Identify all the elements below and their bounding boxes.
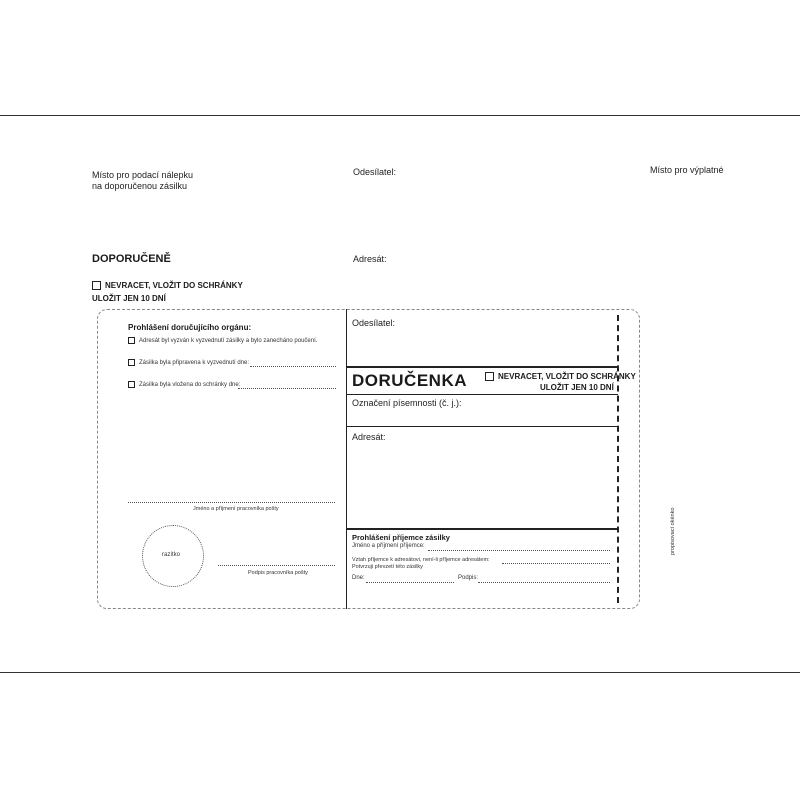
envelope-sender-label: Odesílatel: [353,167,397,177]
registered-title: DOPORUČENĚ [92,253,171,265]
date-label: Dne: [352,575,365,581]
bottom-rule [0,672,800,673]
receipt-title-top-bar [346,366,618,368]
recipient-name-line[interactable] [428,550,610,551]
side-note: propisovací okénko [670,507,676,555]
document-ref-label: Označení písemnosti (č. j.): [352,398,462,408]
registered-no-return-option [92,281,243,291]
signature-label: Podpis: [458,575,479,581]
no-return-checkbox[interactable] [92,281,101,290]
declaration-item-3-line[interactable] [238,388,336,389]
receipt-addressee-label: Adresát: [352,432,386,442]
declaration-item-2-text: Zásilka byla připravena k vyzvednutí dne: [139,360,250,367]
receipt-store-10-days: ULOŽIT JEN 10 DNÍ [540,383,614,392]
relation-line[interactable] [502,563,610,564]
declaration-item-1-text: Adresát byl vyzván k vyzvednutí zásilky a bylo zanecháno poučení. [139,338,318,345]
recipient-declaration-title: Prohlášení příjemce zásilky [352,533,450,542]
recipient-name-label: Jméno a příjmení příjemce: [352,543,425,549]
receipt-no-return-option [485,372,636,382]
postage-place-label: Místo pro výplatné [650,165,724,175]
declaration-checkbox-2[interactable] [128,359,135,366]
envelope-addressee-label: Adresát: [353,254,387,264]
signature-line[interactable] [478,582,610,583]
declaration-item-2-line[interactable] [250,366,336,367]
top-rule [0,115,800,116]
declaration-item-1 [128,337,317,346]
worker-signature-caption: Podpis pracovníka pošty [248,570,308,576]
sticker-place-line1: Místo pro podací nálepku [92,170,194,180]
stamp-label: razítko [162,552,181,558]
confirm-label: Potvrzuji převzetí této zásilky [352,564,423,570]
date-line[interactable] [366,582,454,583]
receipt-title-bottom-bar [346,394,618,395]
worker-name-line[interactable] [128,502,335,503]
receipt-no-return-checkbox[interactable] [485,372,494,381]
declaration-checkbox-1[interactable] [128,337,135,344]
declaration-item-3 [128,381,240,390]
declaration-title: Prohlášení doručujícího orgánu: [128,323,252,332]
receipt-sender-label: Odesílatel: [352,318,396,328]
worker-signature-line[interactable] [218,565,335,566]
relation-label: Vztah příjemce k adresátovi, není-li příjemce adresátem: [352,557,490,563]
declaration-item-3-text: Zásilka byla vložena do schránky dne: [139,382,241,389]
sticker-place-line2: na doporučenou zásilku [92,181,188,192]
declaration-checkbox-3[interactable] [128,381,135,388]
no-return-text: NEVRACET, VLOŽIT DO SCHRÁNKY [105,281,243,290]
recipient-section-bar [346,528,618,530]
registered-store-10-days: ULOŽIT JEN 10 DNÍ [92,294,166,303]
receipt-title: DORUČENKA [352,371,467,390]
declaration-item-2 [128,359,249,368]
worker-name-caption: Jméno a příjmení pracovníka pošty [193,506,279,512]
receipt-divider [346,309,347,609]
tear-line [617,315,619,603]
sticker-place-label [92,170,193,193]
receipt-no-return-text: NEVRACET, VLOŽIT DO SCHRÁNKY [498,372,636,381]
document-ref-bottom-line [346,426,618,427]
